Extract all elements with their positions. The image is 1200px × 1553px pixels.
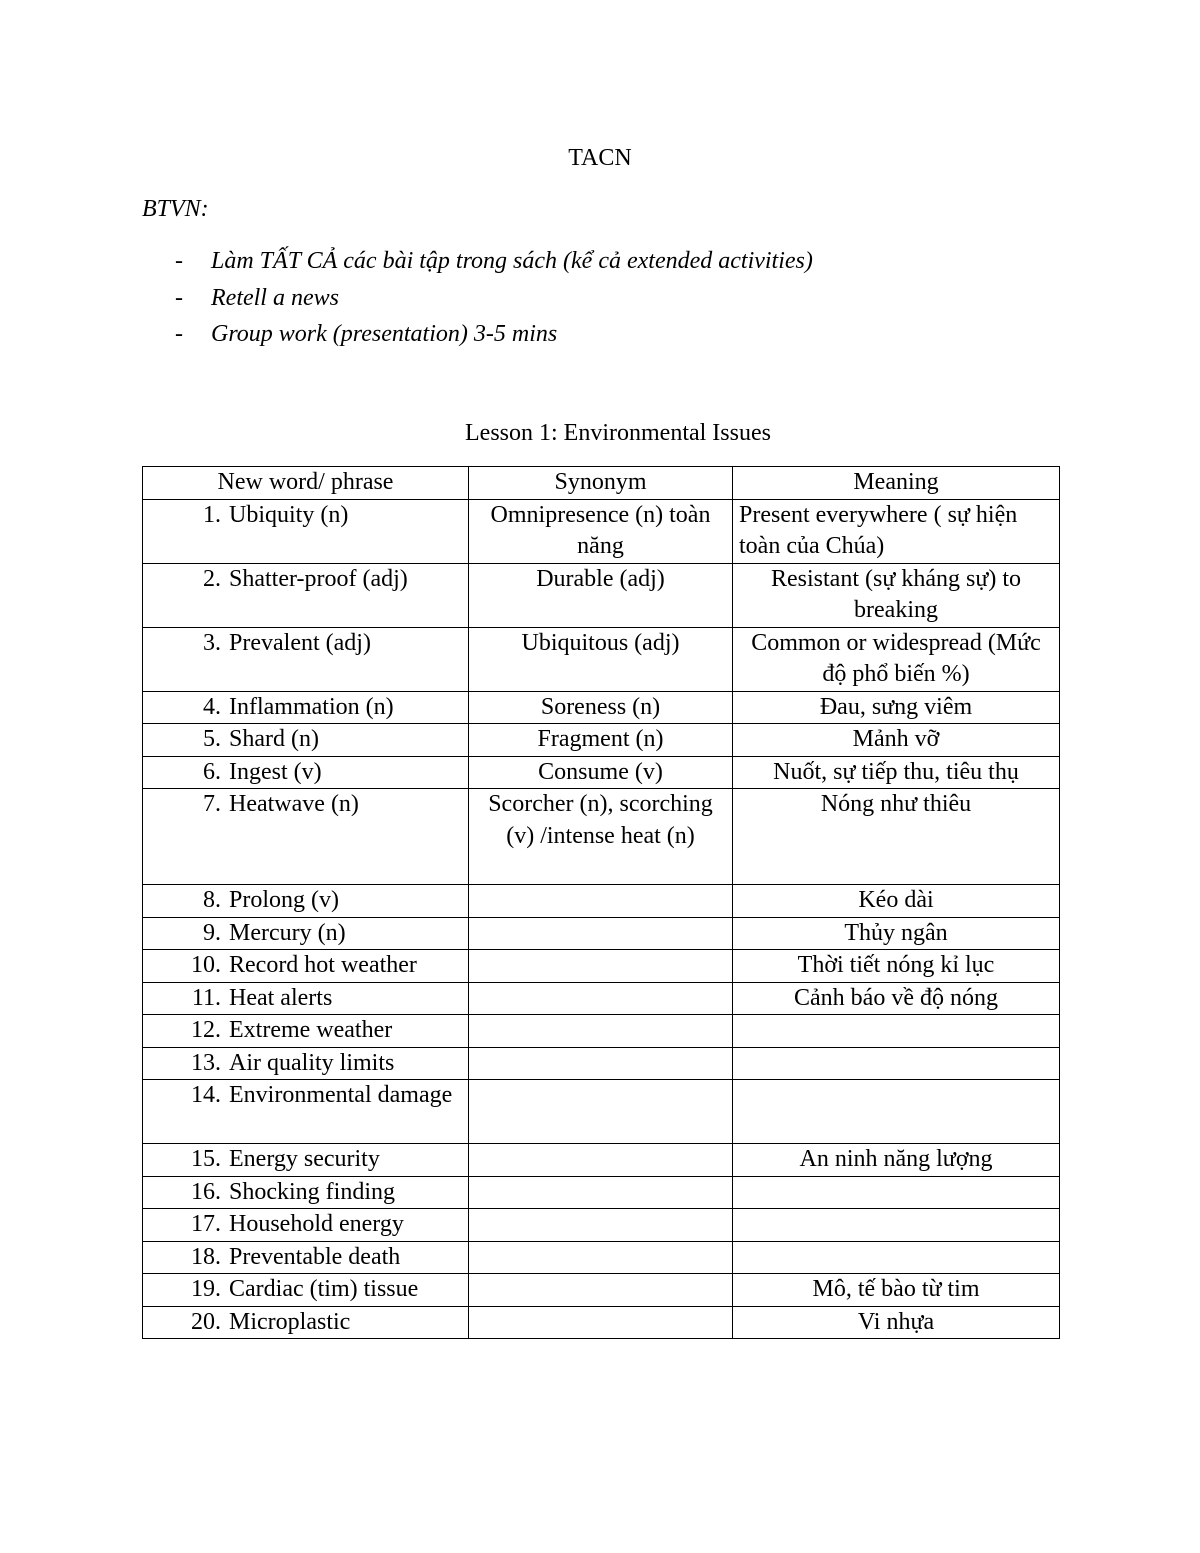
item-number: 12. xyxy=(191,1017,221,1043)
bullet-dash: - xyxy=(175,248,183,274)
meaning-cell: Đau, sưng viêm xyxy=(733,691,1060,724)
word-cell xyxy=(143,1015,469,1048)
table-row xyxy=(143,1080,1060,1144)
table-header-row xyxy=(143,467,1060,500)
word-cell xyxy=(143,1080,469,1144)
meaning-cell xyxy=(733,1176,1060,1209)
synonym-cell xyxy=(469,1209,733,1242)
word-cell xyxy=(143,1176,469,1209)
homework-task xyxy=(142,316,813,353)
synonym-cell xyxy=(469,1047,733,1080)
item-number: 15. xyxy=(191,1146,221,1172)
word-cell xyxy=(143,1241,469,1274)
word-text: Prolong (v) xyxy=(229,887,339,913)
table-row xyxy=(143,563,1060,627)
bullet-dash: - xyxy=(175,284,183,311)
table-row xyxy=(143,1306,1060,1339)
table-body xyxy=(143,499,1060,1339)
homework-label: BTVN: xyxy=(142,196,209,222)
meaning-cell: Resistant (sự kháng sự) to breaking xyxy=(733,563,1060,627)
item-number: 2. xyxy=(203,565,221,592)
meaning-cell: An ninh năng lượng xyxy=(733,1144,1060,1177)
homework-task-list xyxy=(142,243,813,353)
meaning-cell: Present everywhere ( sự hiện toàn của Chúa) xyxy=(733,499,1060,563)
word-cell xyxy=(143,950,469,983)
word-text: Shard (n) xyxy=(229,726,319,752)
synonym-cell: Omnipresence (n) toàn năng xyxy=(469,499,733,563)
synonym-cell xyxy=(469,1176,733,1209)
synonym-cell xyxy=(469,1080,733,1144)
column-header-meaning: Meaning xyxy=(733,467,1060,500)
lesson-title: Lesson 1: Environmental Issues xyxy=(465,420,771,446)
word-cell xyxy=(143,499,469,563)
table-row xyxy=(143,917,1060,950)
synonym-cell: Ubiquitous (adj) xyxy=(469,627,733,691)
item-number: 18. xyxy=(191,1243,221,1270)
word-cell xyxy=(143,789,469,885)
synonym-cell: Consume (v) xyxy=(469,756,733,789)
word-cell xyxy=(143,1306,469,1339)
meaning-cell: Cảnh báo về độ nóng xyxy=(733,982,1060,1015)
table-row xyxy=(143,1144,1060,1177)
column-header-word: New word/ phrase xyxy=(143,467,469,500)
word-text: Inflammation (n) xyxy=(229,693,394,720)
table-row xyxy=(143,1176,1060,1209)
synonym-cell xyxy=(469,1144,733,1177)
item-number: 7. xyxy=(203,791,221,817)
item-number: 14. xyxy=(191,1082,221,1108)
word-text: Mercury (n) xyxy=(229,919,346,946)
homework-task xyxy=(142,243,813,280)
table-row xyxy=(143,1209,1060,1242)
word-text: Ubiquity (n) xyxy=(229,501,349,528)
synonym-cell xyxy=(469,982,733,1015)
table-row xyxy=(143,1015,1060,1048)
item-number: 6. xyxy=(203,758,221,785)
item-number: 11. xyxy=(191,984,221,1011)
word-text: Environmental damage xyxy=(229,1082,453,1108)
item-number: 8. xyxy=(203,887,221,913)
table-row xyxy=(143,499,1060,563)
bullet-dash: - xyxy=(175,321,183,347)
word-text: Heatwave (n) xyxy=(229,791,359,817)
word-text: Shatter-proof (adj) xyxy=(229,565,408,592)
word-text: Microplastic xyxy=(229,1308,351,1335)
column-header-synonym: Synonym xyxy=(469,467,733,500)
table-row xyxy=(143,982,1060,1015)
item-number: 5. xyxy=(203,726,221,752)
word-cell xyxy=(143,724,469,757)
item-number: 3. xyxy=(203,629,221,656)
item-number: 17. xyxy=(191,1211,221,1237)
word-cell xyxy=(143,756,469,789)
homework-task xyxy=(142,280,813,317)
item-number: 20. xyxy=(191,1308,221,1335)
word-cell xyxy=(143,1274,469,1307)
meaning-cell xyxy=(733,1015,1060,1048)
word-text: Household energy xyxy=(229,1211,404,1237)
meaning-cell xyxy=(733,1047,1060,1080)
word-cell xyxy=(143,982,469,1015)
synonym-cell xyxy=(469,1274,733,1307)
word-cell xyxy=(143,1144,469,1177)
homework-task-text: Retell a news xyxy=(211,284,339,311)
word-text: Shocking finding xyxy=(229,1178,395,1205)
meaning-cell: Nóng như thiêu xyxy=(733,789,1060,885)
synonym-cell xyxy=(469,1015,733,1048)
meaning-cell: Common or widespread (Mức độ phổ biến %) xyxy=(733,627,1060,691)
table-row xyxy=(143,1274,1060,1307)
word-cell xyxy=(143,917,469,950)
table-row xyxy=(143,950,1060,983)
table-row xyxy=(143,789,1060,885)
item-number: 9. xyxy=(203,919,221,946)
meaning-cell: Thủy ngân xyxy=(733,917,1060,950)
synonym-cell xyxy=(469,917,733,950)
item-number: 1. xyxy=(203,501,221,528)
synonym-cell xyxy=(469,950,733,983)
item-number: 16. xyxy=(191,1178,221,1205)
word-text: Record hot weather xyxy=(229,952,417,978)
synonym-cell xyxy=(469,1241,733,1274)
meaning-cell: Kéo dài xyxy=(733,885,1060,918)
synonym-cell: Soreness (n) xyxy=(469,691,733,724)
item-number: 4. xyxy=(203,693,221,720)
table-row xyxy=(143,1047,1060,1080)
table-row xyxy=(143,1241,1060,1274)
table-row xyxy=(143,724,1060,757)
word-cell xyxy=(143,1209,469,1242)
meaning-cell: Mô, tế bào từ tim xyxy=(733,1274,1060,1307)
table-row xyxy=(143,691,1060,724)
meaning-cell: Thời tiết nóng kỉ lục xyxy=(733,950,1060,983)
word-cell xyxy=(143,563,469,627)
synonym-cell: Scorcher (n), scorching (v) /intense heat (n) xyxy=(469,789,733,885)
word-text: Cardiac (tim) tissue xyxy=(229,1276,419,1302)
table-row xyxy=(143,885,1060,918)
word-cell xyxy=(143,1047,469,1080)
word-text: Energy security xyxy=(229,1146,380,1172)
meaning-cell: Vi nhựa xyxy=(733,1306,1060,1339)
homework-task-text: Group work (presentation) 3-5 mins xyxy=(211,321,558,347)
item-number: 10. xyxy=(191,952,221,978)
word-text: Extreme weather xyxy=(229,1017,393,1043)
table-row xyxy=(143,756,1060,789)
word-cell xyxy=(143,627,469,691)
word-text: Ingest (v) xyxy=(229,758,322,785)
synonym-cell xyxy=(469,1306,733,1339)
vocabulary-table xyxy=(142,466,1060,1339)
document-title: TACN xyxy=(568,145,632,171)
synonym-cell: Durable (adj) xyxy=(469,563,733,627)
word-text: Heat alerts xyxy=(229,984,333,1011)
meaning-cell: Nuốt, sự tiếp thu, tiêu thụ xyxy=(733,756,1060,789)
homework-task-text: Làm TẤT CẢ các bài tập trong sách (kể cả extended activities) xyxy=(211,248,813,274)
meaning-cell xyxy=(733,1209,1060,1242)
word-text: Air quality limits xyxy=(229,1049,395,1076)
word-cell xyxy=(143,691,469,724)
meaning-cell xyxy=(733,1241,1060,1274)
word-text: Preventable death xyxy=(229,1243,401,1270)
synonym-cell xyxy=(469,885,733,918)
item-number: 19. xyxy=(191,1276,221,1302)
synonym-cell: Fragment (n) xyxy=(469,724,733,757)
item-number: 13. xyxy=(191,1049,221,1076)
table-row xyxy=(143,627,1060,691)
meaning-cell xyxy=(733,1080,1060,1144)
word-text: Prevalent (adj) xyxy=(229,629,371,656)
meaning-cell: Mảnh vỡ xyxy=(733,724,1060,757)
word-cell xyxy=(143,885,469,918)
